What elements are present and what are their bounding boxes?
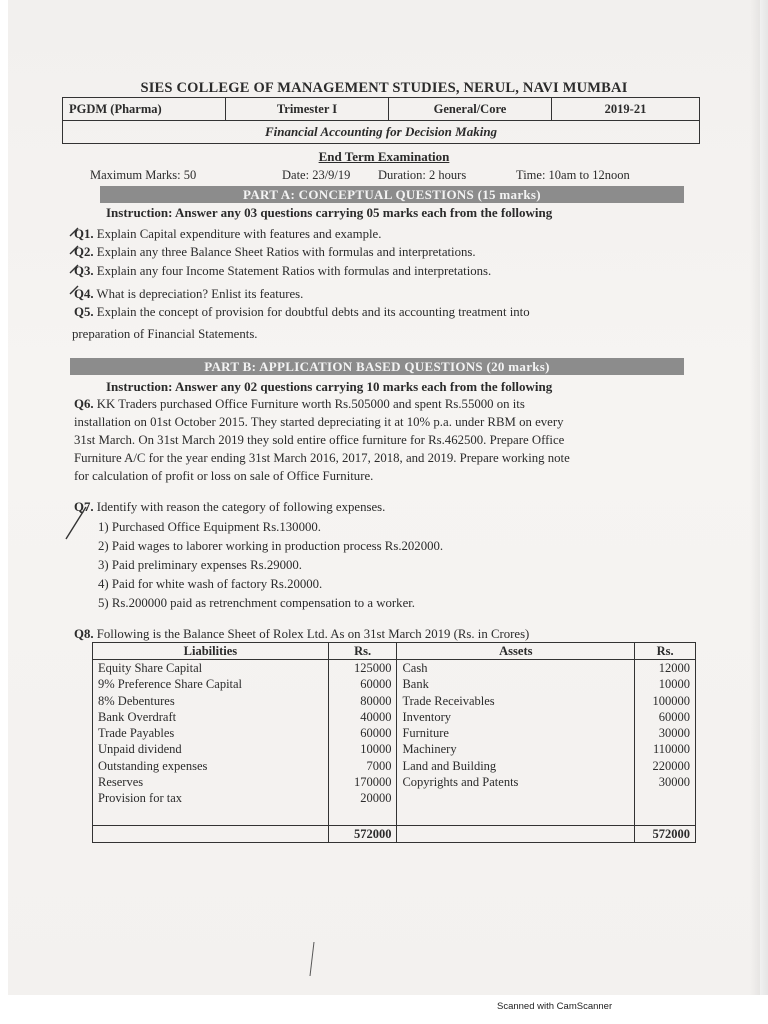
exam-time: Time: 10am to 12noon	[516, 168, 630, 182]
question-6-line-1	[74, 397, 525, 412]
question-text: KK Traders purchased Office Furniture worth Rs.505000 and spent Rs.55000 on its	[96, 397, 525, 411]
program: PGDM (Pharma)	[63, 98, 226, 121]
part-a-instruction: Instruction: Answer any 03 questions carrying 05 marks each from the following	[106, 205, 553, 220]
asset-name: Bank	[402, 677, 429, 692]
exam-duration: Duration: 2 hours	[378, 168, 467, 182]
liability-value: 125000	[353, 661, 392, 675]
liabilities-header: Liabilities	[93, 643, 329, 660]
question-1	[74, 227, 381, 242]
question-text: What is depreciation? Enlist its features.	[96, 287, 304, 301]
asset-value: 110000	[652, 742, 690, 757]
balance-sheet-table	[92, 642, 696, 843]
question-number: Q5.	[74, 305, 94, 319]
q7-item-4: 4) Paid for white wash of factory Rs.20000.	[98, 577, 323, 591]
batch-year: 2019-21	[552, 98, 700, 121]
asset-value: 30000	[658, 726, 690, 741]
question-number: Q6.	[74, 397, 94, 411]
liability-name: 8% Debentures	[98, 693, 175, 708]
total-label-cell	[397, 826, 635, 843]
liability-value: 20000	[360, 791, 392, 806]
liability-value: 60000	[360, 726, 392, 741]
asset-name: Trade Receivables	[402, 693, 495, 708]
question-4	[74, 287, 303, 302]
question-number: Q8.	[74, 627, 94, 641]
liability-value: 10000	[360, 742, 392, 757]
question-5	[74, 305, 530, 320]
question-text: Explain any three Balance Sheet Ratios with formulas and interpretations.	[96, 245, 476, 259]
assets-header: Assets	[397, 643, 635, 660]
liability-value: 80000	[360, 693, 392, 708]
question-text: Explain any four Income Statement Ratios with formulas and interpretations.	[96, 264, 492, 278]
pen-q7-mark	[62, 505, 92, 545]
asset-name: Land and Building	[402, 758, 497, 773]
liabilities-names	[93, 660, 329, 826]
asset-name: Inventory	[402, 709, 452, 724]
liability-name: Equity Share Capital	[98, 661, 203, 675]
scanner-watermark: Scanned with CamScanner	[497, 1001, 613, 1012]
assets-names	[397, 660, 635, 826]
liability-value: 40000	[360, 709, 392, 724]
liability-name: Trade Payables	[98, 726, 175, 741]
q7-item-2: 2) Paid wages to laborer working in production process Rs.202000.	[98, 539, 444, 553]
q7-item-1: 1) Purchased Office Equipment Rs.130000.	[98, 520, 321, 534]
question-3	[74, 264, 491, 279]
question-text: Explain Capital expenditure with features and example.	[96, 227, 382, 241]
asset-value: 60000	[658, 709, 690, 724]
liability-name: Bank Overdraft	[98, 709, 177, 724]
liability-value: 7000	[366, 758, 392, 773]
exam-title: End Term Examination	[318, 149, 450, 164]
subject-title: Financial Accounting for Decision Making	[63, 121, 700, 144]
question-number: Q7.	[74, 500, 94, 514]
part-a-banner: PART A: CONCEPTUAL QUESTIONS (15 marks)	[100, 186, 684, 203]
asset-name: Machinery	[402, 742, 457, 757]
college-name: SIES COLLEGE OF MANAGEMENT STUDIES, NERUL, NAVI MUMBAI	[140, 80, 628, 96]
total-liabilities: 572000	[328, 826, 397, 843]
assets-rs-header: Rs.	[635, 643, 696, 660]
exam-date: Date: 23/9/19	[282, 168, 351, 182]
question-text: Identify with reason the category of following expenses.	[96, 500, 386, 514]
total-label-cell	[93, 826, 329, 843]
asset-value: 30000	[658, 775, 690, 790]
question-6-line-5: for calculation of profit or loss on sale of Office Furniture.	[74, 469, 374, 483]
question-2	[74, 245, 476, 260]
question-number: Q1.	[74, 227, 94, 241]
pen-stray-mark	[300, 940, 330, 980]
assets-values	[635, 660, 696, 826]
liabilities-values	[328, 660, 397, 826]
question-text: Following is the Balance Sheet of Rolex Ltd. As on 31st March 2019 (Rs. in Crores)	[96, 627, 530, 641]
question-number: Q4.	[74, 287, 94, 301]
max-marks: Maximum Marks: 50	[90, 168, 197, 182]
asset-value: 10000	[658, 677, 690, 692]
question-6-line-2: installation on 01st October 2015. They started depreciating it at 10% p.a. under RBM on every	[74, 415, 564, 429]
asset-value: 220000	[652, 758, 690, 773]
question-5-continued: preparation of Financial Statements.	[72, 327, 258, 341]
asset-name: Cash	[402, 661, 428, 675]
balance-sheet-total-row	[93, 826, 696, 843]
liability-name: 9% Preference Share Capital	[98, 677, 243, 692]
question-8	[74, 627, 529, 642]
balance-sheet-body-row	[93, 660, 696, 826]
liability-name: Reserves	[98, 775, 144, 790]
trimester: Trimester I	[226, 98, 389, 121]
asset-name: Copyrights and Patents	[402, 775, 519, 790]
question-text: Explain the concept of provision for doubtful debts and its accounting treatment into	[96, 305, 530, 319]
question-7	[74, 500, 385, 515]
part-b-instruction: Instruction: Answer any 02 questions carrying 10 marks each from the following	[106, 379, 553, 394]
asset-value: 12000	[658, 661, 690, 675]
pen-tick-marks	[66, 224, 96, 394]
q7-item-5: 5) Rs.200000 paid as retrenchment compensation to a worker.	[98, 596, 415, 610]
liability-name: Unpaid dividend	[98, 742, 182, 757]
balance-sheet-header-row	[93, 643, 696, 660]
liability-value: 170000	[353, 775, 392, 790]
question-6-line-3: 31st March. On 31st March 2019 they sold entire office furniture for Rs.462500. Prepare Office	[74, 433, 565, 447]
liability-value: 60000	[360, 677, 392, 692]
total-assets: 572000	[635, 826, 696, 843]
liabilities-rs-header: Rs.	[328, 643, 397, 660]
liability-name: Outstanding expenses	[98, 758, 208, 773]
part-b-banner: PART B: APPLICATION BASED QUESTIONS (20 marks)	[70, 358, 684, 375]
liability-name: Provision for tax	[98, 791, 183, 806]
question-number: Q3.	[74, 264, 94, 278]
question-number: Q2.	[74, 245, 94, 259]
exam-header-table	[62, 97, 700, 144]
course-type: General/Core	[389, 98, 552, 121]
q7-item-3: 3) Paid preliminary expenses Rs.29000.	[98, 558, 303, 572]
asset-name: Furniture	[402, 726, 449, 741]
asset-value: 100000	[652, 693, 690, 708]
question-6-line-4: Furniture A/C for the year ending 31st March 2016, 2017, 2018, and 2019. Prepare working note	[74, 451, 570, 465]
